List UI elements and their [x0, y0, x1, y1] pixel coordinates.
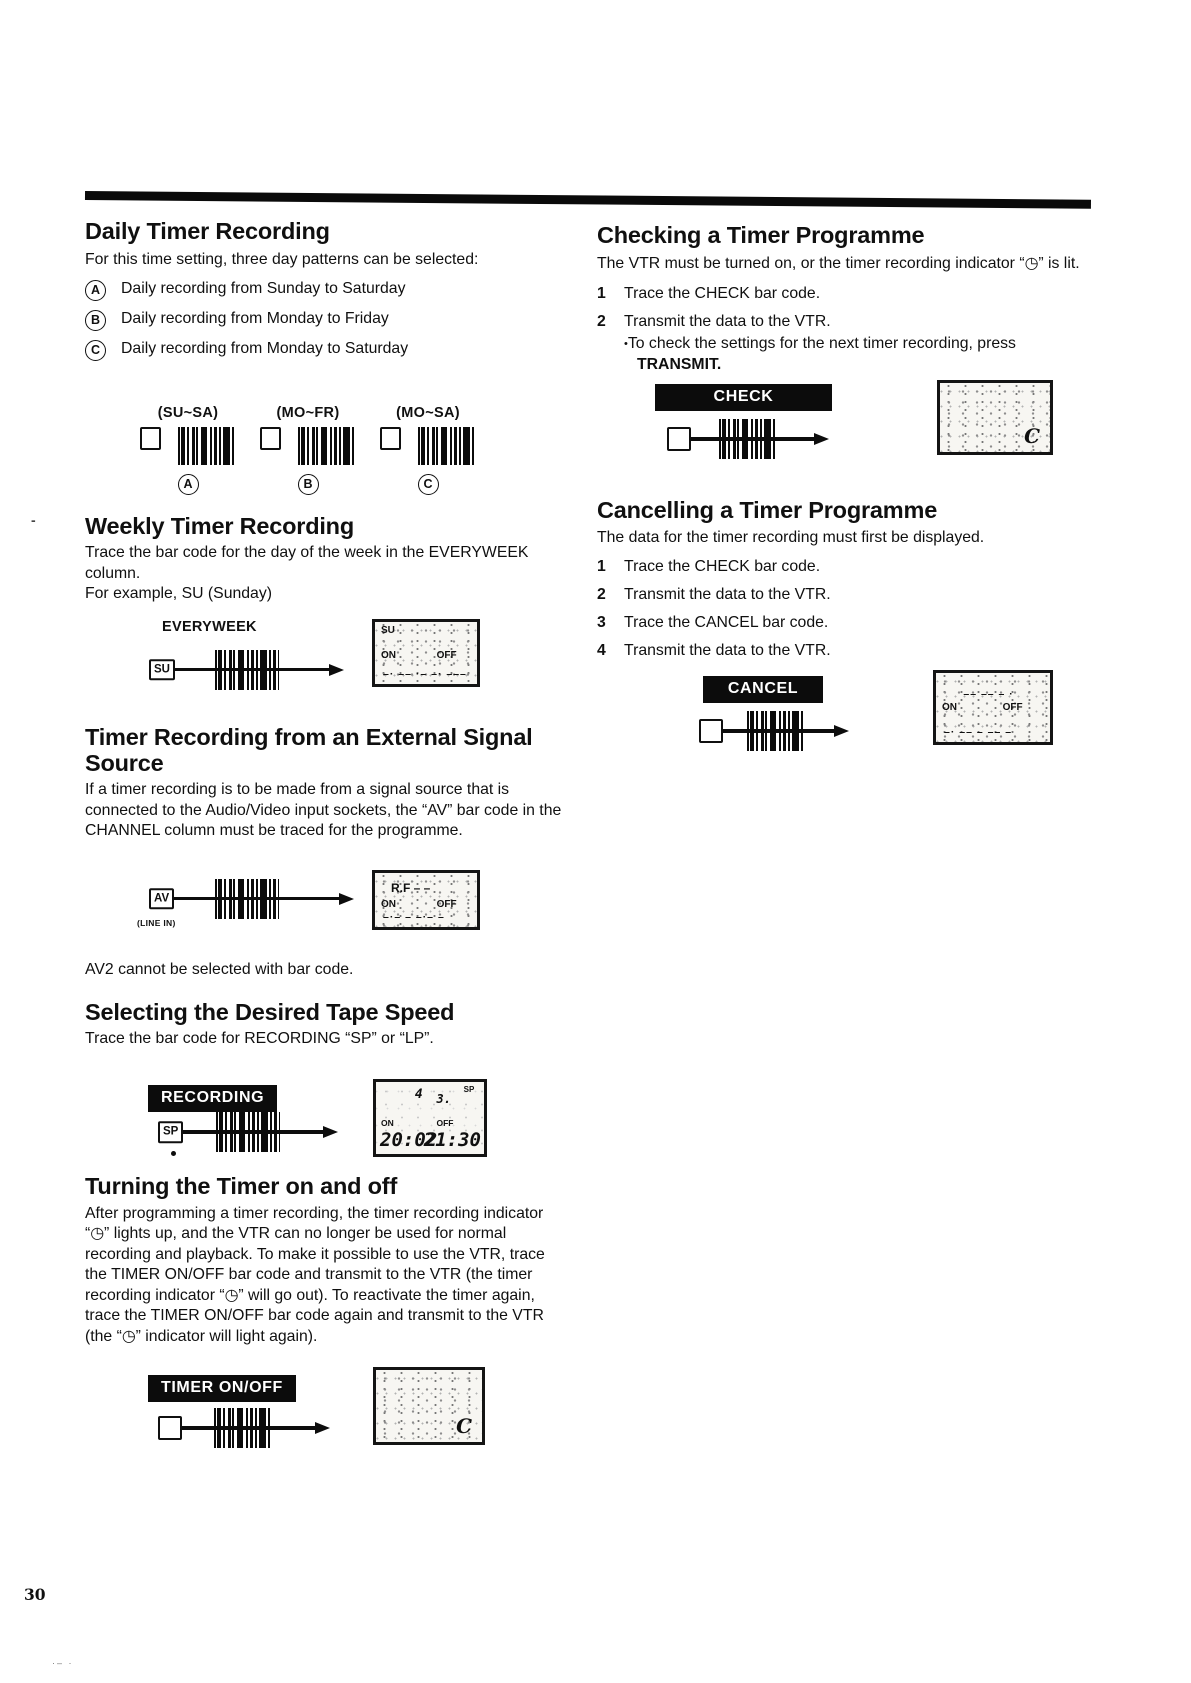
- su-code-box: SU: [149, 659, 175, 681]
- step-text: Trace the CHECK bar code.: [624, 284, 821, 302]
- blank-code-box: [158, 1416, 182, 1440]
- step-number: 2: [597, 312, 606, 330]
- top-rule: [85, 191, 1091, 209]
- checkbox-icon: [260, 427, 281, 450]
- timer-onoff-trace-barcode: [158, 1411, 330, 1445]
- circled-letter-a-icon: A: [178, 474, 199, 495]
- display-speed: SP: [463, 1085, 475, 1095]
- vtr-display-weekly: [372, 619, 480, 687]
- scan-margin-mark: -: [31, 512, 36, 528]
- barcode-icon: [216, 1112, 280, 1152]
- daily-intro: For this time setting, three day patterns can be selected:: [85, 251, 479, 269]
- step-item: [597, 586, 1097, 604]
- display-off-label: OFF: [1002, 702, 1023, 714]
- step-item: [597, 285, 1097, 303]
- trace-arrow-head-icon: [339, 893, 354, 905]
- av-barcode-figure: [85, 866, 563, 944]
- checkbox-icon: [140, 427, 161, 450]
- trace-arrow-head-icon: [329, 664, 344, 676]
- weekly-body: Trace the bar code for the day of the week in the EVERYWEEK column.: [85, 544, 529, 582]
- step-text: Transmit the data to the VTR.: [624, 642, 831, 660]
- circled-letter-c-icon: C: [85, 340, 106, 361]
- timer-onoff-body: After programming a timer recording, the timer recording indicator “◷” lights up, and the VTR can no longer be used for normal recording and playback. To make it possible to use the VTR, trace the TIMER ON/OFF bar code and transmit to the VTR (the timer recording indicator “◷” will go out). To reactivate the timer again, trace the TIMER ON/OFF bar code again and transmit to the VTR (the “◷” indicator will light again).: [85, 1204, 545, 1345]
- step-number: 1: [597, 558, 606, 576]
- sp-trace-barcode: [158, 1115, 338, 1149]
- step-number: 4: [597, 642, 606, 660]
- display-on-label: ON: [381, 1118, 394, 1129]
- step-text: Trace the CHECK bar code.: [624, 558, 821, 576]
- page-number: 30: [24, 1585, 46, 1604]
- barcode-range-label: (SU~SA): [157, 404, 219, 421]
- av2-note: AV2 cannot be selected with bar code.: [85, 960, 354, 978]
- sp-code-box: SP: [158, 1122, 183, 1144]
- circled-letter-c-icon: C: [418, 474, 439, 495]
- section-title-external: Timer Recording from an External Signal Source: [85, 723, 533, 777]
- vtr-display-recording: [373, 1079, 487, 1157]
- vtr-display-av: [372, 870, 480, 930]
- display-channel: R.F – –: [391, 880, 431, 895]
- barcode-icon: [215, 879, 279, 919]
- barcode-icon: [298, 427, 356, 465]
- tape-speed-body: Trace the bar code for RECORDING “SP” or “LP”.: [85, 1029, 434, 1047]
- pattern-text: Daily recording from Monday to Saturday: [121, 339, 409, 357]
- display-day: 3.: [436, 1092, 451, 1107]
- blank-code-box: [699, 719, 723, 743]
- barcode-range-label: (MO~FR): [276, 404, 340, 421]
- checking-intro: The VTR must be turned on, or the timer recording indicator “◷” is lit.: [597, 255, 1080, 273]
- left-column: [85, 218, 563, 1453]
- section-title-daily: Daily Timer Recording: [85, 218, 330, 244]
- step-number: 1: [597, 284, 606, 302]
- step-item: [597, 313, 1097, 331]
- blank-code-box: [667, 427, 691, 451]
- display-segments: –– –– – ·: [963, 688, 1014, 701]
- vtr-display-check: [937, 380, 1053, 455]
- barcode-group-mo-sa: [377, 405, 479, 495]
- step-item: [597, 558, 1097, 576]
- barcode-icon: [178, 427, 236, 465]
- su-trace-barcode: [149, 653, 344, 687]
- barcode-icon: [215, 650, 279, 690]
- display-start-time: 20:02: [380, 1129, 438, 1152]
- right-column: [597, 222, 1097, 754]
- timer-onoff-band-label: TIMER ON/OFF: [148, 1375, 296, 1402]
- sp-dot-icon: [171, 1151, 176, 1156]
- circled-letter-a-icon: A: [85, 280, 106, 301]
- display-off-label: OFF: [436, 649, 457, 661]
- external-body: If a timer recording is to be made from a signal source that is connected to the Audio/Video input sockets, the “AV” bar code in the CHANNEL column must be traced for the programme.: [85, 781, 562, 840]
- timer-clock-icon: C: [456, 1414, 472, 1439]
- section-title-checking: Checking a Timer Programme: [597, 222, 925, 248]
- pattern-item: [85, 310, 563, 331]
- display-channel: 4: [414, 1087, 423, 1103]
- step-item: [597, 642, 1097, 660]
- trace-arrow-head-icon: [315, 1422, 330, 1434]
- vtr-display-timer: [373, 1367, 485, 1445]
- cancel-band-label: CANCEL: [703, 676, 823, 703]
- pattern-text: Daily recording from Sunday to Saturday: [121, 279, 406, 297]
- section-title-cancelling: Cancelling a Timer Programme: [597, 497, 938, 524]
- display-segments: –· –– – –– –: [944, 726, 1013, 739]
- pattern-item: [85, 280, 563, 301]
- bullet-text: To check the settings for the next timer recording, press: [627, 334, 1016, 352]
- display-off-label: OFF: [436, 898, 457, 910]
- display-segments: –·– – –·– –: [383, 910, 445, 923]
- everyweek-column-label: EVERYWEEK: [162, 618, 257, 635]
- step-number: 3: [597, 614, 606, 632]
- section-title-tape-speed: Selecting the Desired Tape Speed: [85, 998, 455, 1025]
- vtr-display-cancel: [933, 670, 1053, 745]
- line-in-sublabel: (LINE IN): [137, 917, 176, 928]
- timer-onoff-barcode-figure: [85, 1367, 563, 1453]
- barcode-icon: [214, 1408, 272, 1448]
- checkbox-icon: [380, 427, 401, 450]
- av-trace-barcode: [149, 882, 354, 916]
- step-text: Trace the CANCEL bar code.: [624, 614, 829, 632]
- display-stop-time: 21:30: [423, 1129, 481, 1152]
- scan-noise: ·– ·: [52, 1658, 74, 1668]
- timer-clock-icon: C: [1024, 424, 1040, 449]
- cancel-barcode-figure: [597, 674, 1097, 754]
- daily-barcode-row: [85, 405, 563, 495]
- recording-barcode-figure: [85, 1079, 563, 1161]
- step-text: Transmit the data to the VTR.: [624, 312, 831, 330]
- check-band-label: CHECK: [655, 384, 832, 411]
- weekly-barcode-figure: [85, 619, 563, 691]
- daily-pattern-list: [85, 280, 563, 361]
- step-text: Transmit the data to the VTR.: [624, 586, 831, 604]
- circled-letter-b-icon: B: [85, 310, 106, 331]
- pattern-item: [85, 340, 563, 361]
- cancelling-intro: The data for the timer recording must first be displayed.: [597, 528, 985, 546]
- weekly-example: For example, SU (Sunday): [85, 585, 273, 603]
- section-title-timer-onoff: Turning the Timer on and off: [85, 1173, 398, 1200]
- recording-band-label: RECORDING: [148, 1085, 277, 1112]
- check-barcode-figure: [597, 384, 1097, 464]
- display-day: SU: [381, 624, 395, 636]
- step-item: [597, 614, 1097, 632]
- check-trace-barcode: [667, 422, 829, 456]
- pattern-text: Daily recording from Monday to Friday: [121, 309, 389, 327]
- trace-arrow-head-icon: [814, 433, 829, 445]
- barcode-icon: [719, 419, 777, 459]
- circled-letter-b-icon: B: [298, 474, 319, 495]
- av-code-box: AV: [149, 888, 174, 910]
- bullet-icon: •: [624, 337, 628, 350]
- trace-arrow-head-icon: [323, 1126, 338, 1138]
- step-number: 2: [597, 586, 606, 604]
- display-on-label: ON: [942, 702, 957, 714]
- barcode-group-mo-fr: [257, 405, 359, 495]
- barcode-icon: [747, 711, 803, 751]
- barcode-group-su-sa: [137, 405, 239, 495]
- trace-arrow-head-icon: [834, 725, 849, 737]
- display-off-label: OFF: [436, 1118, 454, 1129]
- display-on-label: ON: [381, 898, 396, 910]
- barcode-range-label: (MO~SA): [396, 404, 460, 421]
- display-on-label: ON: [381, 649, 396, 661]
- display-segments: –· –– ·– –· –––: [383, 667, 467, 680]
- barcode-icon: [418, 427, 476, 465]
- checking-bullet: [624, 334, 1097, 355]
- cancel-trace-barcode: [699, 714, 849, 748]
- section-title-weekly: Weekly Timer Recording: [85, 512, 354, 539]
- transmit-emphasis: TRANSMIT.: [637, 356, 722, 374]
